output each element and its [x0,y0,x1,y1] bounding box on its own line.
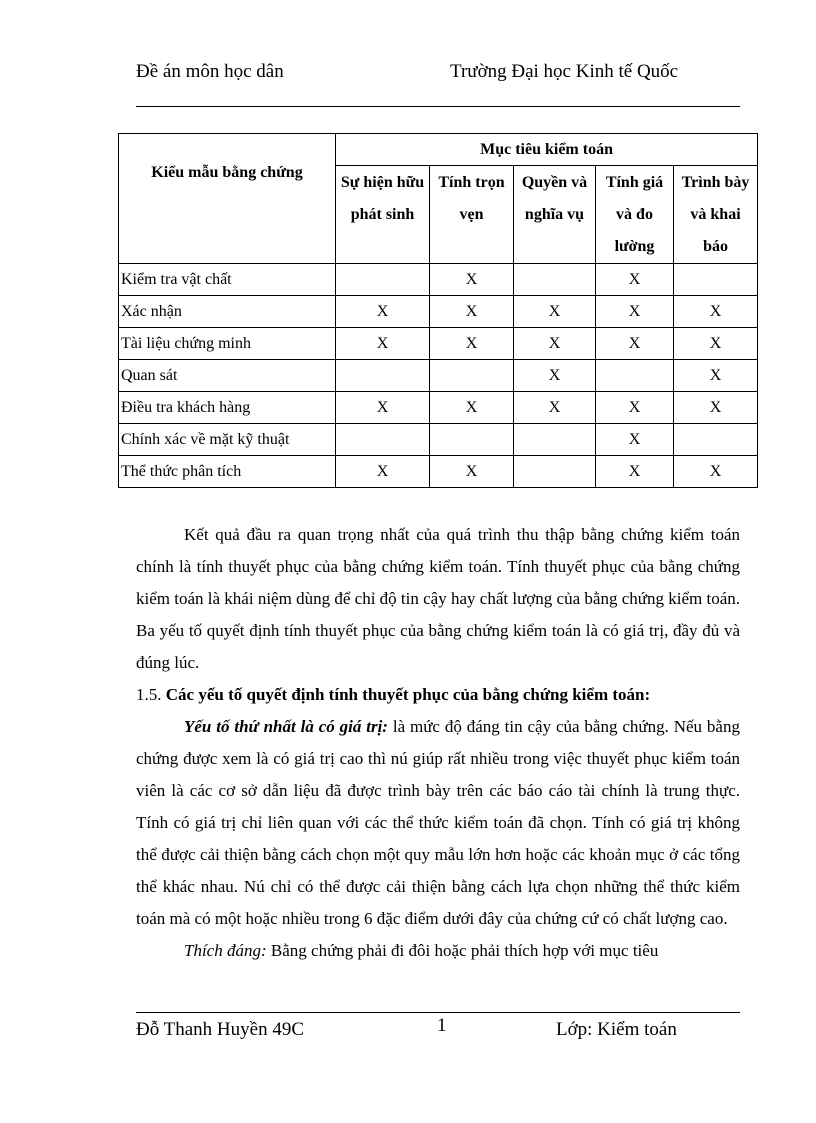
audit-objectives-header: Mục tiêu kiểm toán [336,134,758,166]
table-cell: X [596,456,674,488]
paragraph-validity [136,711,740,935]
paragraph-lead: Thích đáng: [184,941,267,960]
table-cell [336,424,430,456]
table-cell: X [674,456,758,488]
footer-author: Đỗ Thanh Huyền 49C [136,1019,304,1040]
table-cell: X [430,264,514,296]
table-cell: X [430,392,514,424]
paragraph-relevance [136,935,740,967]
section-title: Các yếu tố quyết định tính thuyết phục của bằng chứng kiểm toán: [165,685,651,704]
table-cell: X [336,392,430,424]
table-cell: X [674,328,758,360]
table-cell [430,360,514,392]
table-cell [514,456,596,488]
col-header-completeness: Tính trọn vẹn [430,166,514,264]
table-cell [514,424,596,456]
table-row [119,360,758,392]
header-university: Trường Đại học Kinh tế Quốc [450,61,679,82]
table-row [119,264,758,296]
table-cell: X [336,328,430,360]
row-label: Quan sát [119,360,336,392]
table-cell: X [514,360,596,392]
table-cell: X [674,392,758,424]
table-row [119,456,758,488]
table-cell [514,264,596,296]
table-cell: X [596,424,674,456]
table-cell [430,424,514,456]
table-cell [596,360,674,392]
table-row [119,424,758,456]
table-cell: X [596,328,674,360]
col-header-presentation: Trình bày và khai báo [674,166,758,264]
table-cell: X [430,456,514,488]
row-label: Tài liệu chứng minh [119,328,336,360]
table-cell: X [430,296,514,328]
table-cell: X [336,456,430,488]
body-text [136,519,740,967]
table-cell: X [596,264,674,296]
header-rule [136,106,740,107]
table-cell: X [514,296,596,328]
table-cell: X [514,328,596,360]
table-cell: X [674,360,758,392]
paragraph-text: Bằng chứng phải đi đôi hoặc phải thích hợp với mục tiêu [266,941,659,960]
paragraph-lead: Yếu tố thứ nhất là có giá trị: [184,717,388,736]
table-cell: X [430,328,514,360]
footer-class: Lớp: Kiểm toán [556,1019,677,1040]
table-cell: X [514,392,596,424]
section-heading [136,679,740,711]
table-cell: X [674,296,758,328]
table-cell: X [596,392,674,424]
paragraph-text: là mức độ đáng tin cậy của bằng chứng. Nếu bằng chứng được xem là có giá trị cao thì nú giúp rất nhiều trong việc thuyết phục kiểm toán viên là các cơ sở dẫn liệu đã được trình bày trên các báo cáo tài chính là trung thực. Tính có giá trị chỉ liên quan với các thể thức kiểm toán đã chọn. Tính có giá trị không thể được cải thiện bằng cách chọn một quy mẫu lớn hơn hoặc các khoản mục ở các tổng thể khác nhau. Nú chỉ có thể được cải thiện bằng cách lựa chọn những thể thức kiểm toán mà có một hoặc nhiều trong 6 đặc điểm dưới đây của chứng cứ có chất lượng cao. [136,717,740,928]
audit-evidence-table [118,133,758,488]
col-header-existence: Sự hiện hữu phát sinh [336,166,430,264]
table-cell [674,424,758,456]
table-row [119,328,758,360]
footer-rule [136,1012,740,1013]
table-cell [336,264,430,296]
table-cell: X [596,296,674,328]
section-number: 1.5. [136,685,162,704]
row-label: Kiểm tra vật chất [119,264,336,296]
header-course: Đề án môn học dân [136,61,284,82]
row-label: Điều tra khách hàng [119,392,336,424]
row-label: Xác nhận [119,296,336,328]
row-label: Thể thức phân tích [119,456,336,488]
col-header-valuation: Tính giá và đo lường [596,166,674,264]
evidence-type-header: Kiểu mẫu bằng chứng [119,134,336,264]
page-number: 1 [437,1015,447,1036]
col-header-rights-obligations: Quyền và nghĩa vụ [514,166,596,264]
table-cell [336,360,430,392]
paragraph-intro: Kết quả đầu ra quan trọng nhất của quá trình thu thập bằng chứng kiểm toán chính là tính thuyết phục của bằng chứng kiểm toán. Tính thuyết phục của bằng chứng kiểm toán là khái niệm dùng để chỉ độ tin cậy hay chất lượng của bằng chứng kiểm toán. Ba yếu tố quyết định tính thuyết phục của bằng chứng kiểm toán là có giá trị, đầy đủ và đúng lúc. [136,525,740,672]
table-row [119,392,758,424]
table-row [119,296,758,328]
row-label: Chính xác về mặt kỹ thuật [119,424,336,456]
table-cell: X [336,296,430,328]
table-cell [674,264,758,296]
